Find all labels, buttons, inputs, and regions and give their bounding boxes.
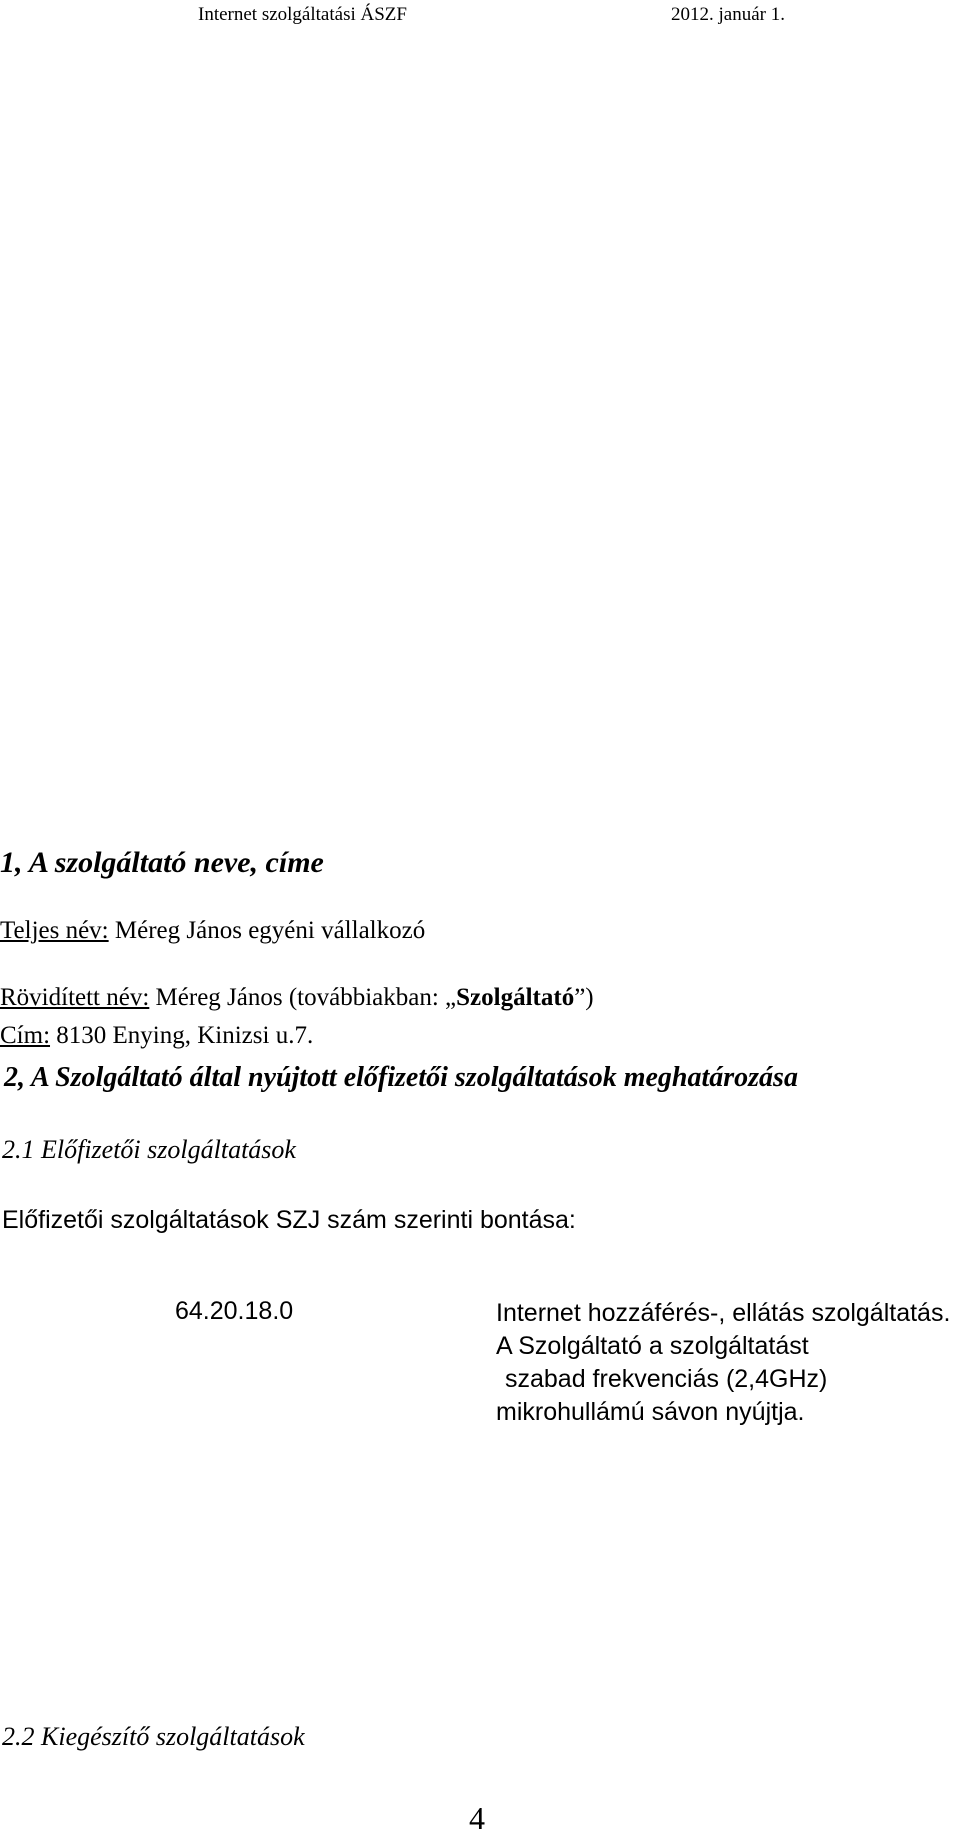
address-line bbox=[0, 1022, 313, 1050]
subsection-2-2-heading: 2.2 Kiegészítő szolgáltatások bbox=[2, 1722, 305, 1751]
szj-desc-line: A Szolgáltató a szolgáltatást bbox=[496, 1332, 809, 1360]
szj-description bbox=[496, 1297, 950, 1429]
full-name-label: Teljes név: bbox=[0, 917, 109, 944]
szj-intro: Előfizetői szolgáltatások SZJ szám szerinti bontása: bbox=[2, 1206, 576, 1234]
full-name-value: Méreg János egyéni vállalkozó bbox=[108, 917, 426, 944]
header-date: 2012. január 1. bbox=[671, 4, 785, 25]
short-name-label: Rövidített név: bbox=[0, 984, 150, 1011]
short-name-prefix: Méreg János (továbbiakban: „ bbox=[149, 984, 457, 1011]
szj-desc-line: szabad frekvenciás (2,4GHz) bbox=[505, 1365, 828, 1393]
header-title: Internet szolgáltatási ÁSZF bbox=[198, 4, 407, 25]
address-label: Cím: bbox=[0, 1022, 51, 1049]
short-name-suffix: ”) bbox=[574, 984, 594, 1011]
szj-code: 64.20.18.0 bbox=[175, 1297, 294, 1325]
szj-desc-line: Internet hozzáférés-, ellátás szolgáltatás. bbox=[496, 1299, 951, 1327]
section1-heading: 1, A szolgáltató neve, címe bbox=[0, 846, 324, 879]
section2-heading: 2, A Szolgáltató által nyújtott előfizetői szolgáltatások meghatározása bbox=[4, 1062, 798, 1093]
full-name-line bbox=[0, 917, 425, 945]
page-number: 4 bbox=[469, 1800, 485, 1836]
address-value: 8130 Enying, Kinizsi u.7. bbox=[50, 1022, 314, 1049]
szj-desc-line: mikrohullámú sávon nyújtja. bbox=[496, 1398, 805, 1426]
subsection-2-1-heading: 2.1 Előfizetői szolgáltatások bbox=[2, 1135, 296, 1164]
short-name-line bbox=[0, 984, 594, 1012]
short-name-bold: Szolgáltató bbox=[456, 984, 575, 1011]
